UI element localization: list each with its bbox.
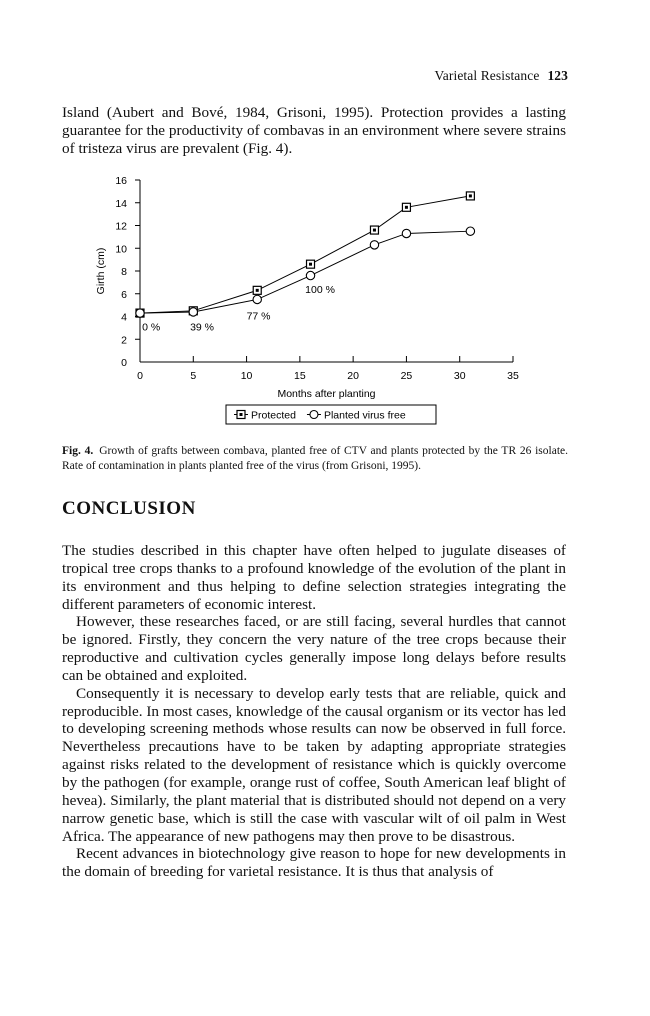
x-tick-label: 20 (347, 370, 359, 382)
figure-label: Fig. 4. (62, 445, 94, 457)
y-tick-label: 12 (115, 220, 127, 233)
legend-marker-protected-center (240, 413, 243, 416)
legend-label: Planted virus free (323, 409, 406, 422)
contamination-rate-label: 77 % (246, 310, 271, 323)
y-tick-label: 16 (115, 175, 127, 187)
y-tick-label: 4 (121, 311, 127, 324)
running-head (434, 68, 568, 84)
data-point-virus-free (402, 229, 410, 237)
x-tick-label: 0 (137, 370, 143, 382)
contamination-rate-label: 39 % (190, 321, 215, 334)
section-heading: CONCLUSION (62, 498, 196, 519)
legend-marker-virus-free (310, 411, 318, 419)
data-point-protected-center (309, 263, 312, 266)
x-tick-label: 5 (190, 370, 197, 382)
data-point-virus-free (189, 308, 197, 316)
data-point-virus-free (370, 241, 378, 249)
conclusion-paragraph: Consequently it is necessary to develop early tests that are reliable, quick and reproducible. In most cases, knowledge of the causal organism or its vector has led to developing screening methods whose results can now be observed in full force. Nevertheless precautions have to be taken by adapting appropriate strategies against risks related to the development of resistance which is quickly overcome by the pathogen (for example, orange rust of coffee, South American leaf blight of hevea). Similarly, the plant material that is distributed should not depend on a very narrow genetic base, which is still the case with vascular wilt of oil palm in West Africa. The appearance of new pathogens may then prove to be disastrous. (62, 684, 566, 845)
running-head-title: Varietal Resistance (434, 68, 540, 83)
data-point-virus-free (466, 227, 474, 235)
y-tick-label: 2 (121, 334, 127, 347)
conclusion-paragraph: However, these researches faced, or are still facing, several hurdles that cannot be ignored. Firstly, they concern the very nature of the tree crops because their reproductive and cultivation cycles generally impose long delays before results can be obtained and exploited. (62, 613, 566, 684)
figure-caption (62, 444, 568, 474)
x-tick-label: 10 (240, 370, 253, 382)
data-point-protected-center (469, 194, 472, 197)
figure-caption-text: Growth of grafts between combava, planted free of CTV and plants protected by the TR 26 isolate. Rate of contamination in plants planted free of the virus (from Grisoni, 1995). (62, 445, 568, 472)
y-tick-label: 10 (115, 243, 127, 256)
conclusion-paragraph: The studies described in this chapter have often helped to jugulate diseases of tropical tree crops thanks to a profound knowledge of the evolution of the plant in its environment and thus helping to define selection strategies integrating the different parameters of economic interest. (62, 542, 566, 613)
y-tick-label: 14 (115, 197, 127, 210)
growth-chart (80, 172, 540, 434)
data-point-protected-center (405, 206, 408, 209)
y-axis-label: Girth (cm) (95, 247, 107, 295)
y-tick-label: 6 (121, 288, 127, 301)
data-point-virus-free (253, 295, 261, 303)
contamination-rate-label: 100 % (305, 284, 335, 297)
figure-4 (80, 172, 540, 434)
data-point-protected-center (256, 289, 259, 292)
x-tick-label: 25 (400, 370, 413, 382)
conclusion-body (62, 542, 566, 881)
data-point-virus-free (136, 309, 144, 317)
page-number: 123 (547, 68, 568, 83)
y-tick-label: 8 (121, 266, 127, 278)
legend-label: Protected (251, 409, 296, 422)
data-point-virus-free (306, 271, 314, 279)
conclusion-paragraph: Recent advances in biotechnology give reason to hope for new developments in the domain of breeding for varietal resistance. It is thus that analysis of (62, 845, 566, 881)
series-line-virus-free (140, 231, 470, 313)
x-axis-label: Months after planting (277, 388, 376, 400)
x-tick-label: 15 (294, 370, 306, 382)
contamination-rate-label: 0 % (142, 321, 161, 334)
x-tick-label: 30 (453, 370, 466, 382)
data-point-protected-center (373, 229, 376, 232)
x-tick-label: 35 (507, 370, 519, 382)
intro-paragraph: Island (Aubert and Bové, 1984, Grisoni, 1995). Protection provides a lasting guarantee for the productivity of combavas in an environment where severe strains of tristeza virus are prevalent (Fig. 4). (62, 104, 566, 158)
y-tick-label: 0 (121, 357, 127, 369)
